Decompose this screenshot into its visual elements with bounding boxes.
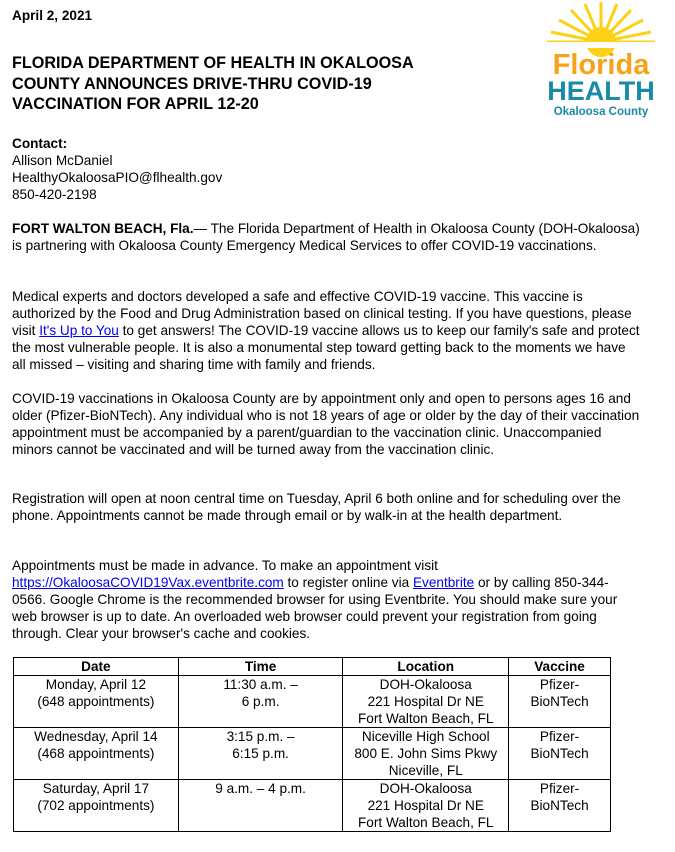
- date-cell: [14, 728, 179, 780]
- vaccine-cell: [509, 676, 611, 728]
- contact-label: Contact:: [12, 136, 68, 151]
- intro-paragraph: [12, 220, 640, 254]
- table-header-row: [14, 658, 611, 676]
- cell-text: DOH-Okaloosa: [379, 677, 472, 692]
- headline-line: VACCINATION FOR APRIL 12-20: [12, 95, 259, 113]
- intro-text: — The Florida Department of Health in Okaloosa County (DOH-Okaloosa) is partnering with Okaloosa County Emergency Medical Services to offer COVID-19 vaccinations.: [12, 221, 640, 253]
- logo-line3: Okaloosa County: [553, 106, 649, 118]
- cell-text: Fort Walton Beach, FL: [358, 815, 494, 830]
- cell-text: 9 a.m. – 4 p.m.: [215, 781, 306, 796]
- cell-text: 221 Hospital Dr NE: [367, 694, 484, 709]
- cell-text: Saturday, April 17: [42, 781, 150, 796]
- cell-text: DOH-Okaloosa: [379, 781, 472, 796]
- logo-line1: Florida: [552, 49, 650, 81]
- table-row: [14, 728, 611, 780]
- contact-block: [12, 135, 640, 203]
- cell-text: (468 appointments): [37, 746, 155, 761]
- contact-email: HealthyOkaloosaPIO@flhealth.gov: [12, 170, 223, 185]
- headline-line: FLORIDA DEPARTMENT OF HEALTH IN OKALOOSA: [12, 54, 414, 72]
- release-date: April 2, 2021: [12, 8, 93, 23]
- location-cell: [343, 676, 509, 728]
- vaccine-info-paragraph: [12, 288, 640, 373]
- headline-line: COUNTY ANNOUNCES DRIVE-THRU COVID-19: [12, 74, 372, 93]
- location-cell: [343, 780, 509, 832]
- cell-text: (648 appointments): [37, 694, 155, 709]
- cell-text: 6 p.m.: [241, 694, 280, 709]
- florida-health-logo: [527, 0, 675, 122]
- cell-text: 221 Hospital Dr NE: [367, 798, 484, 813]
- headline: [12, 53, 512, 115]
- registration-paragraph: Registration will open at noon central time on Tuesday, April 6 both online and for scheduling over the phone. Appointments cannot be made through email or by walk-in at the health department.: [12, 491, 621, 523]
- cell-text: Pfizer-: [539, 677, 580, 692]
- table-row: [14, 780, 611, 832]
- its-up-to-you-link[interactable]: It's Up to You: [39, 323, 119, 338]
- header-time: Time: [178, 658, 343, 676]
- cell-text: Fort Walton Beach, FL: [358, 711, 494, 726]
- eventbrite-url-link[interactable]: https://OkaloosaCOVID19Vax.eventbrite.com: [12, 575, 284, 590]
- para5-middle: to register online via: [283, 575, 413, 590]
- cell-text: Niceville, FL: [388, 763, 463, 778]
- appointment-paragraph: [12, 557, 640, 642]
- location-cell: [343, 728, 509, 780]
- date-cell: [14, 780, 179, 832]
- cell-text: 11:30 a.m. –: [223, 677, 298, 692]
- header-location: Location: [343, 658, 509, 676]
- cell-text: Pfizer-: [539, 729, 580, 744]
- para5-after: or by calling 850-344-0566. Google Chrome is the recommended browser for using Eventbrite. You should make sure your web browser is up to date. An overloaded web browser could prevent your registration from going through. Clear your browser's cache and cookies.: [12, 575, 618, 641]
- para5-before: Appointments must be made in advance. To make an appointment visit: [12, 558, 438, 573]
- cell-text: 800 E. John Sims Pkwy: [354, 746, 498, 761]
- cell-text: 6:15 p.m.: [232, 746, 289, 761]
- cell-text: Monday, April 12: [45, 677, 147, 692]
- header-date: Date: [14, 658, 179, 676]
- cell-text: Pfizer-: [539, 781, 580, 796]
- dateline: FORT WALTON BEACH, Fla.: [12, 221, 194, 236]
- time-cell: [178, 728, 343, 780]
- vaccine-cell: [509, 780, 611, 832]
- time-cell: [178, 780, 343, 832]
- cell-text: BioNTech: [530, 694, 589, 709]
- cell-text: Wednesday, April 14: [34, 729, 158, 744]
- table-row: [14, 676, 611, 728]
- contact-name: Allison McDaniel: [12, 153, 113, 168]
- contact-phone: 850-420-2198: [12, 187, 97, 202]
- cell-text: BioNTech: [530, 746, 589, 761]
- eligibility-paragraph: COVID-19 vaccinations in Okaloosa County are by appointment only and open to persons ages 16 and older (Pfizer-BioNTech). Any individual who is not 18 years of age or older by the day of their vaccination appointment must be accompanied by a parent/guardian to the vaccination clinic. Unaccompanied minors cannot be vaccinated and will be turned away from the vaccination clinic.: [12, 391, 640, 457]
- cell-text: BioNTech: [530, 798, 589, 813]
- time-cell: [178, 676, 343, 728]
- logo-line2: HEALTH: [547, 76, 655, 106]
- date-cell: [14, 676, 179, 728]
- para2-before: Medical experts and doctors developed a safe and effective COVID-19 vaccine. This vaccine is authorized by the Food and Drug Administration based on clinical testing. If you have questions, please visit: [12, 289, 632, 338]
- cell-text: Niceville High School: [361, 729, 490, 744]
- para2-after: to get answers! The COVID-19 vaccine allows us to keep our family's safe and protect the most vulnerable people. It is also a monumental step toward getting back to the moments we have all missed – visiting and sharing time with family and friends.: [12, 323, 640, 372]
- cell-text: 3:15 p.m. –: [226, 729, 295, 744]
- vaccine-cell: [509, 728, 611, 780]
- cell-text: (702 appointments): [37, 798, 155, 813]
- schedule-table: [13, 657, 611, 832]
- eventbrite-link[interactable]: Eventbrite: [412, 575, 475, 590]
- header-vaccine: Vaccine: [509, 658, 611, 676]
